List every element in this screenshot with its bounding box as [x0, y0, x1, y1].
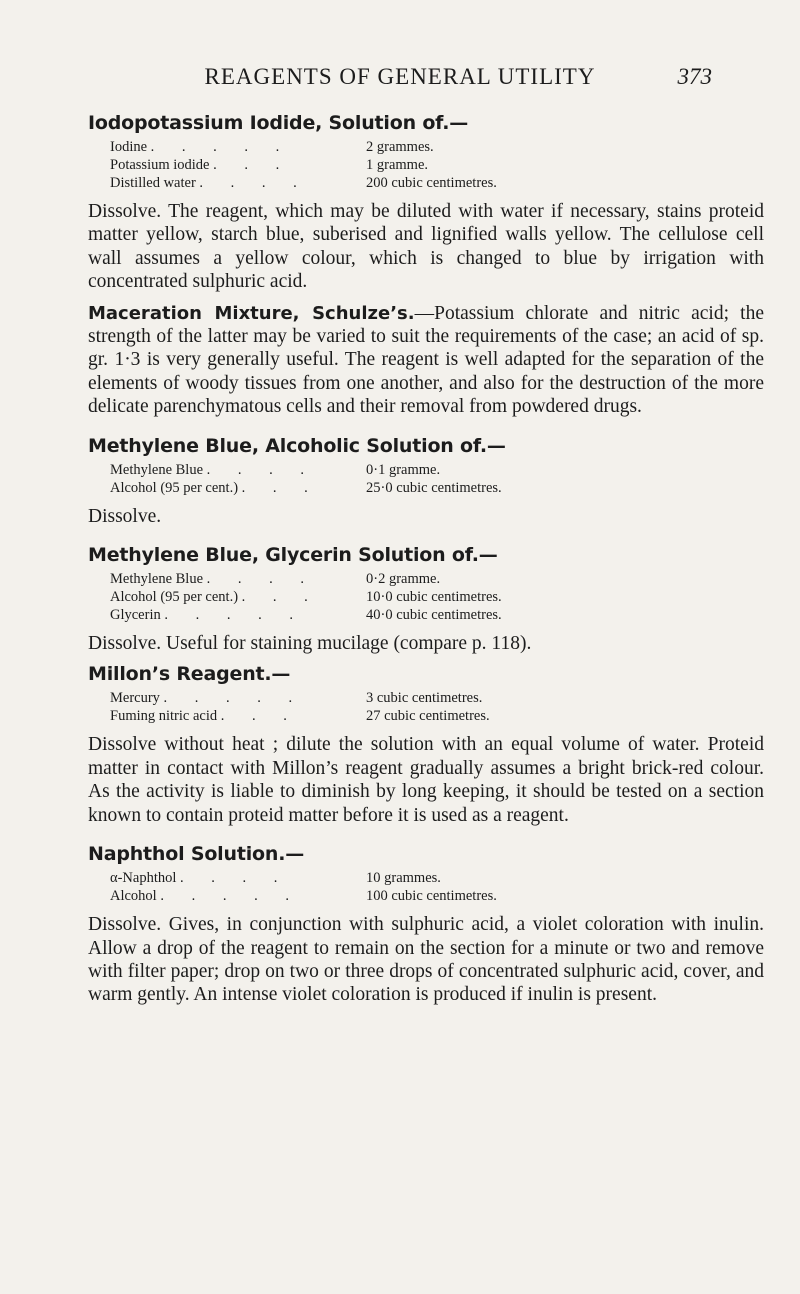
page-number: 373: [677, 64, 712, 89]
paragraph-naphthol: Dissolve. Gives, in conjunction with sulphuric acid, a violet coloration with inulin. Allow a drop of the reagent to remain on the section for a minute or two and remove with filter paper; drop on two or three drops of concentrated sulphuric acid, cover, and warm gently. An intense violet coloration is produced if inulin is present.: [88, 914, 764, 1006]
page-header: [0, 64, 800, 94]
recipe-iodopotassium: [110, 138, 764, 192]
ingredient-quantity: 3 cubic centimetres.: [366, 690, 483, 707]
ingredient-quantity: 0·2 gramme.: [366, 571, 441, 588]
maceration-text: —Potassium chlorate and nitric acid; the strength of the latter may be varied to suit the requirements of the case; an acid of sp. gr. 1·3 is very generally useful. The reagent is well adapted for the separation of the elements of woody tissues from one another, and also for the destruction of the more delicate parenchymatous cells and their removal from powdered drugs.: [88, 302, 765, 418]
paragraph-methylene-alcoholic: Dissolve.: [88, 505, 162, 527]
ingredient-quantity: 27 cubic centimetres.: [366, 708, 490, 725]
ingredient-quantity: 2 grammes.: [366, 139, 434, 155]
ingredient-quantity: 100 cubic centimetres.: [366, 888, 497, 905]
ingredient-quantity: 200 cubic centimetres.: [366, 175, 497, 191]
ingredient-name: Alcohol (95 per cent.) . . .: [110, 479, 320, 496]
recipe-row: [110, 570, 764, 588]
paragraph-millon: Dissolve without heat ; dilute the solution with an equal volume of water. Proteid matter in contact with Millon’s reagent gradually assumes a bright brick-red colour. As the activity is liable to diminish by long keeping, it should be tested on a section known to contain proteid matter before it is used as a reagent.: [88, 734, 764, 826]
paragraph-maceration: [88, 302, 764, 419]
ingredient-quantity: 0·1 gramme.: [366, 461, 441, 478]
recipe-millon: [110, 689, 764, 725]
running-title: REAGENTS OF GENERAL UTILITY: [204, 64, 596, 89]
ingredient-name: α-Naphthol . . . .: [110, 870, 290, 887]
ingredient-quantity: 10·0 cubic centimetres.: [366, 589, 502, 606]
paragraph-methylene-glycerin: Dissolve. Useful for staining mucilage (compare p. 118).: [88, 633, 532, 655]
ingredient-quantity: 10 grammes.: [366, 870, 441, 887]
ingredient-name: Glycerin . . . . .: [110, 607, 305, 624]
ingredient-name: Potassium iodide . . .: [110, 157, 292, 173]
recipe-methylene-alcoholic: [110, 461, 764, 497]
recipe-row: [110, 156, 764, 174]
ingredient-name: Methylene Blue . . . .: [110, 571, 317, 588]
ingredient-quantity: 40·0 cubic centimetres.: [366, 607, 502, 624]
recipe-row: [110, 174, 764, 192]
recipe-methylene-glycerin: [110, 570, 764, 624]
ingredient-name: Fuming nitric acid . . .: [110, 708, 299, 725]
recipe-row: [110, 606, 764, 624]
section-heading-methylene-alcoholic: Methylene Blue, Alcoholic Solution of.—: [88, 434, 506, 457]
ingredient-name: Distilled water . . . .: [110, 175, 309, 191]
recipe-row: [110, 707, 764, 725]
recipe-row: [110, 138, 764, 156]
ingredient-name: Alcohol (95 per cent.) . . .: [110, 589, 320, 606]
recipe-naphthol: [110, 869, 764, 905]
ingredient-name: Methylene Blue . . . .: [110, 461, 317, 478]
section-heading-methylene-glycerin: Methylene Blue, Glycerin Solution of.—: [88, 544, 498, 567]
ingredient-quantity: 25·0 cubic centimetres.: [366, 479, 502, 496]
section-heading-iodopotassium: Iodopotassium Iodide, Solution of.—: [88, 112, 469, 134]
ingredient-name: Iodine . . . . .: [110, 139, 292, 155]
recipe-row: [110, 887, 764, 905]
paragraph-iodopotassium: Dissolve. The reagent, which may be diluted with water if necessary, stains proteid matter yellow, starch blue, suberised and lignified walls yellow. The cellulose cell wall assumes a yellow colour, which is changed to blue by irrigation with concentrated sulphuric acid.: [88, 201, 764, 293]
page-body: [88, 112, 764, 1015]
recipe-row: [110, 479, 764, 497]
recipe-row: [110, 689, 764, 707]
ingredient-name: Mercury . . . . .: [110, 690, 305, 707]
ingredient-quantity: 1 gramme.: [366, 157, 429, 173]
ingredient-name: Alcohol . . . . .: [110, 888, 301, 905]
section-heading-naphthol: Naphthol Solution.—: [88, 843, 305, 866]
recipe-row: [110, 588, 764, 606]
recipe-row: [110, 461, 764, 479]
section-heading-maceration: Maceration Mixture, Schulze’s.: [88, 302, 415, 324]
section-heading-millon: Millon’s Reagent.—: [88, 663, 291, 686]
recipe-row: [110, 869, 764, 887]
